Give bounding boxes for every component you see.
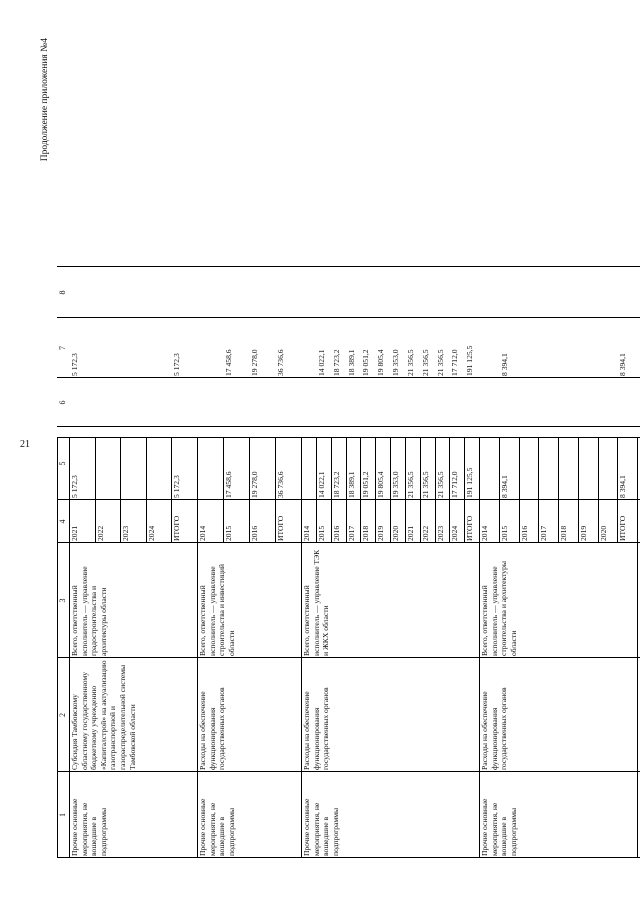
row-value-col6: 19 805,4 [376,349,386,376]
row-value-col4 [197,427,223,500]
table-rule [390,438,391,543]
row-value-col4 [558,427,578,500]
group-2-col-1: Прочие основные мероприятия, не вошедшие в подпрограммы [198,798,236,856]
rotated-table-page [40,38,628,858]
table-rule [346,438,347,543]
row-year: 2016 [331,525,341,541]
row-year: 2019 [578,525,588,541]
group-3-col-3: Всего, ответственный исполнитель — управление ТЭК и ЖКХ области [302,549,331,656]
table-rule [519,438,520,543]
table-rule [617,438,618,543]
row-value-col6: 17 458,6 [224,349,233,376]
row-value-col6: 191 125,5 [465,345,475,376]
row-value-col4: 17 458,6 [224,471,233,498]
row-value-col4 [120,427,146,500]
row-value-col6: 8 394,1 [618,353,628,376]
table-rule [435,438,436,543]
row-year: 2024 [450,525,460,541]
table-rule [637,438,638,858]
table-rule [558,438,559,543]
row-value-col6: 14 022,1 [316,349,326,376]
row-year: 2020 [391,525,400,541]
table-rule [316,438,317,543]
row-value-col4: 21 356,5 [420,471,430,498]
row-value-col6 [598,318,618,378]
row-year: 2022 [95,525,105,541]
group-2-col-3: Всего, ответственный исполнитель — управление строительства и инвестиций области [198,564,236,656]
row-value-col6 [95,318,121,378]
group-4-col-1: Прочие основные мероприятия, не вошедшие в подпрограммы [480,798,518,856]
column-header-1: 1 [58,813,67,817]
row-year: 2023 [435,525,445,541]
row-value-col4 [479,427,499,500]
row-value-col6 [519,318,539,378]
group-4-col-2: Расходы на обеспечение функционирования государственных органов [480,687,509,770]
row-value-col4: 5 172,3 [172,475,182,498]
row-value-col6: 18 389,1 [346,349,356,376]
row-year: 2020 [598,525,608,541]
table-rule [57,317,640,318]
row-value-col6 [538,318,558,378]
row-value-col6: 5 172,3 [172,353,182,376]
row-value-col6: 21 356,5 [420,349,430,376]
column-header-3: 3 [58,598,67,603]
group-1-col-1: Прочие основные мероприятия, не вошедшие в подпрограммы [70,798,108,856]
row-year: 2018 [361,525,371,541]
row-value-col4: 18 389,1 [346,471,356,498]
page-number: 21 [20,439,30,450]
table-rule [57,542,640,543]
row-value-col4: 19 353,0 [391,471,400,498]
table-rule [57,657,640,658]
row-year: ИТОГО [276,515,285,541]
group-3-col-2: Расходы на обеспечение функционирования государственных органов [302,687,331,770]
table-rule [146,438,147,543]
row-value-col6: 19 353,0 [391,349,400,376]
row-value-col4: 14 022,1 [316,471,326,498]
table-rule [405,438,406,543]
table-rule [57,426,640,427]
column-header-5: 5 [58,461,67,466]
row-year: 2015 [224,525,233,541]
row-value-col4: 21 356,5 [405,471,415,498]
row-year: 2022 [420,525,430,541]
row-value-col4: 19 051,2 [361,471,371,498]
row-value-col6 [479,318,499,378]
column-header-4: 4 [58,519,67,524]
table-rule [499,438,500,543]
table-rule [223,438,224,543]
table-rule [275,438,276,543]
row-value-col4: 17 712,0 [450,471,460,498]
row-value-col4: 8 394,1 [618,475,628,498]
row-year: 2017 [346,525,356,541]
row-value-col6: 21 356,5 [435,349,445,376]
group-4-col-3: Всего, ответственный исполнитель — управление строительства и архитектуры области [480,560,518,656]
table-rule [375,438,376,543]
table-rule [464,438,465,543]
row-year: 2018 [559,525,568,541]
row-value-col4: 36 736,6 [276,471,285,498]
table-rule [57,266,640,267]
row-value-col6: 19 051,2 [361,349,371,376]
row-value-col4 [538,427,558,500]
table-rule [57,499,640,500]
group-2-col-2: Расходы на обеспечение функционирования государственных органов [198,687,227,770]
row-year: 2014 [480,525,489,541]
row-year: ИТОГО [465,515,475,541]
group-1-col-3: Всего, ответственный исполнитель — управление градостроительства и архитектуры области [70,566,108,656]
group-1-col-2: Субсидия Тамбовскому областному государственному бюджетному учреждению «Капиталстрой» на актуализацию газотранспортной и газораспределительной системы Тамбовской области [70,660,137,770]
appendix-continuation-title: Продолжение приложения №4 [40,38,50,162]
row-value-col4: 5 172,3 [70,475,79,498]
row-year: 2015 [499,525,509,541]
row-value-col4 [598,427,618,500]
table-rule [360,438,361,543]
row-value-col4: 19 805,4 [376,471,386,498]
table-rule [57,377,640,378]
row-year: 2021 [70,525,79,541]
table-rule [449,438,450,543]
row-value-col6: 17 712,0 [450,349,460,376]
row-year: 2014 [198,525,207,541]
column-header-2: 2 [58,713,67,717]
row-year: 2016 [519,525,529,541]
row-value-col4 [578,427,598,500]
table-rule [171,438,172,543]
row-value-col6: 36 736,6 [276,349,285,376]
row-value-col4 [146,427,172,500]
table-rule [538,438,539,543]
row-value-col6 [578,318,598,378]
table-rule [95,438,96,543]
table-rule [598,438,599,543]
row-value-col4: 19 278,0 [250,471,259,498]
table-rule [331,438,332,543]
row-value-col6 [558,318,578,378]
row-value-col4 [301,427,316,500]
row-value-col6 [146,318,172,378]
row-year: 2019 [376,525,386,541]
row-value-col6: 21 356,5 [405,349,415,376]
row-year: ИТОГО [618,515,628,541]
row-value-col4: 191 125,5 [465,467,475,498]
row-value-col4 [519,427,539,500]
table-rule [249,438,250,543]
row-value-col4 [95,427,121,500]
row-value-col6 [197,318,223,378]
row-year: 2016 [250,525,259,541]
column-header-6: 6 [58,400,67,405]
table-rule [57,771,640,772]
column-header-7: 7 [58,346,67,350]
row-value-col6: 5 172,3 [70,353,79,376]
group-3-col-1: Прочие основные мероприятия, не вошедшие в подпрограммы [302,798,340,856]
row-year: 2024 [146,525,156,541]
row-year: 2014 [302,525,311,541]
row-value-col4: 21 356,5 [435,471,445,498]
row-year: ИТОГО [172,515,182,541]
table-rule [420,438,421,543]
row-value-col6: 19 278,0 [250,349,259,376]
row-value-col6: 18 723,2 [331,349,341,376]
row-value-col6: 8 394,1 [499,353,509,376]
row-value-col4: 8 394,1 [499,475,509,498]
row-year: 2017 [539,525,549,541]
row-year: 2015 [316,525,326,541]
row-value-col6 [120,318,146,378]
row-year: 2023 [121,525,131,541]
row-value-col4: 18 723,2 [331,471,341,498]
column-header-8: 8 [58,290,67,295]
table-rule [120,438,121,543]
row-year: 2021 [405,525,415,541]
table-rule [578,438,579,543]
row-value-col6 [301,318,316,378]
